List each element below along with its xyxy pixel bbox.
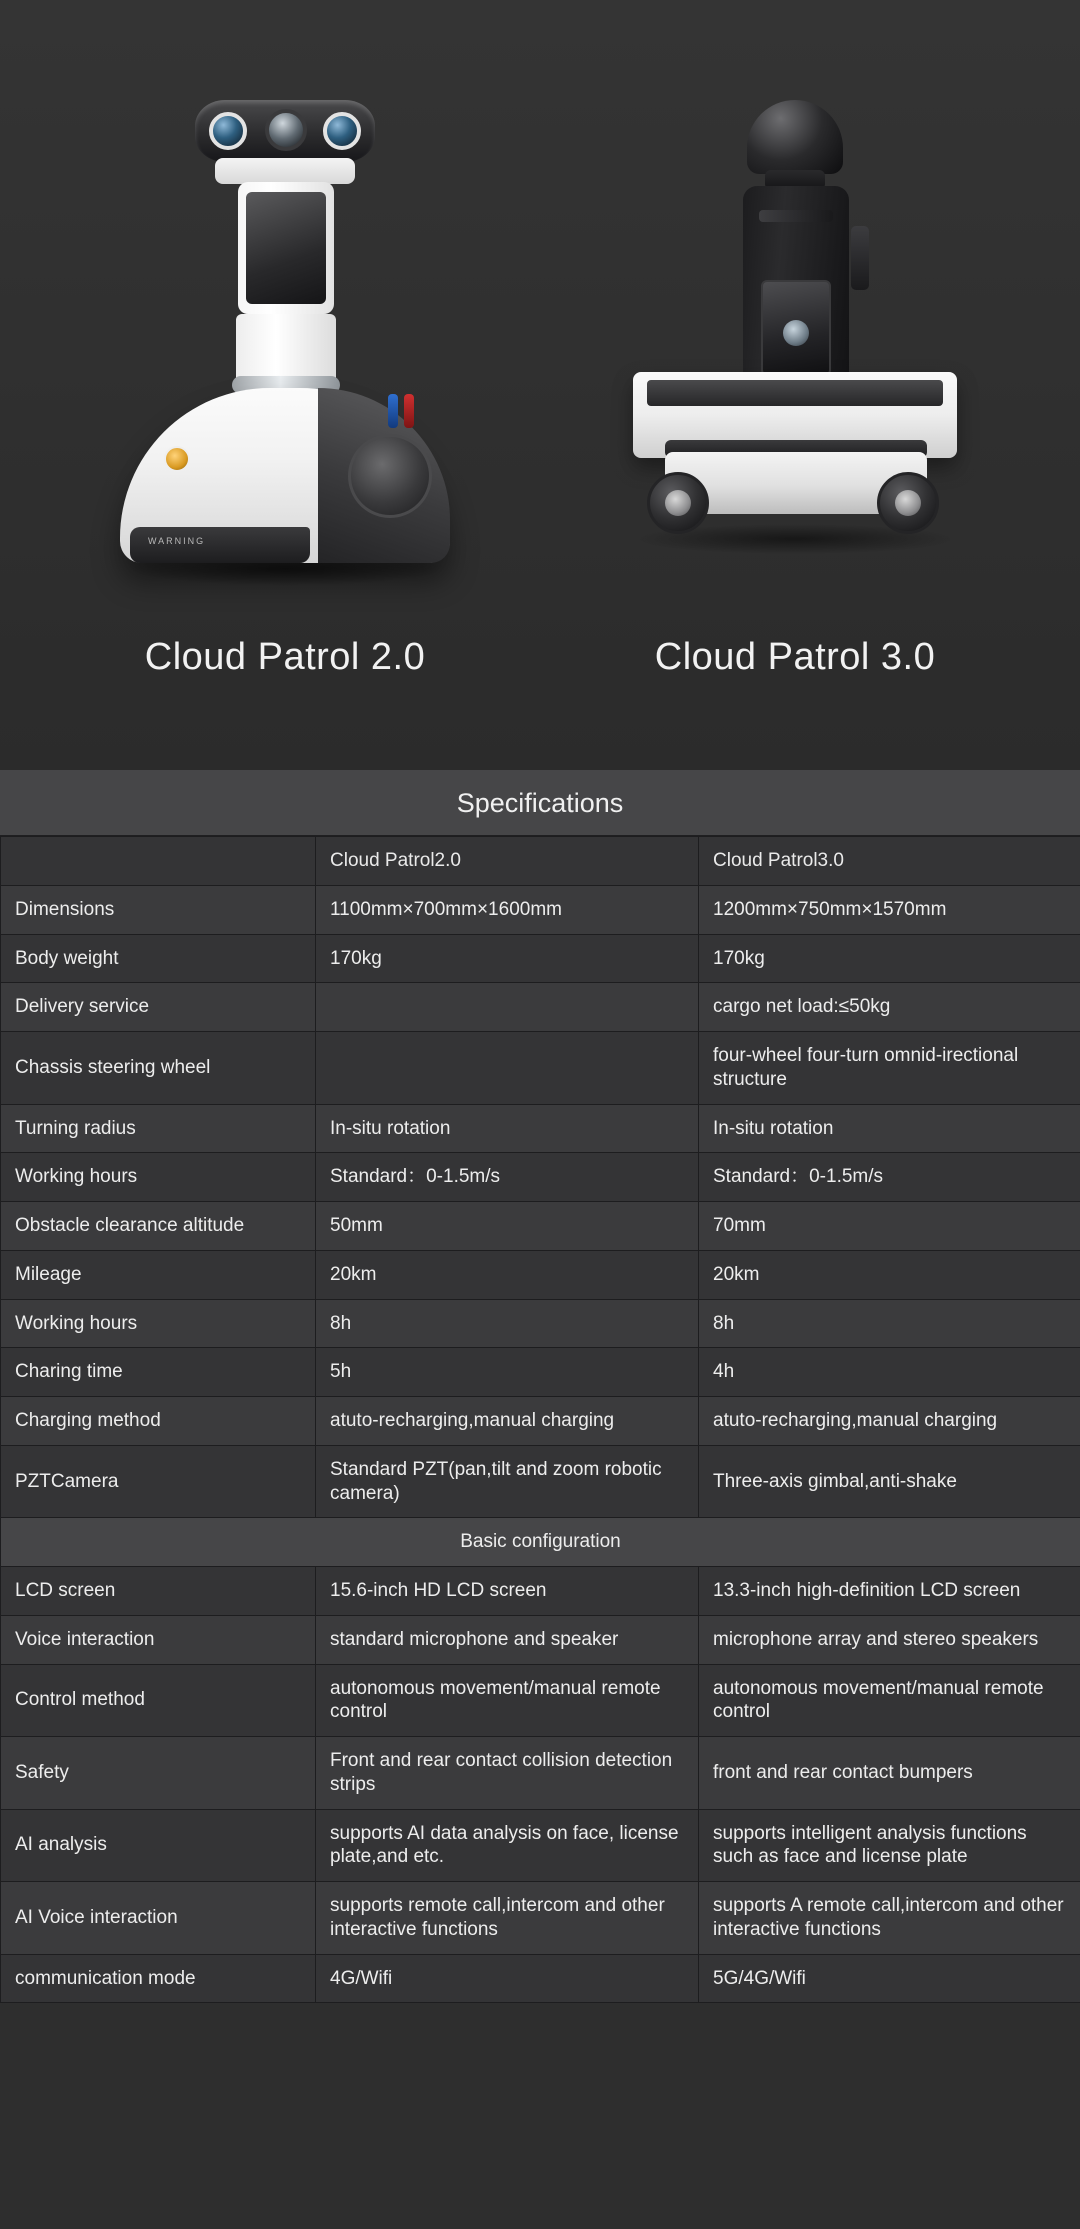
blue-stripe	[388, 394, 398, 428]
row-value-a: 4G/Wifi	[316, 1954, 699, 2003]
row-label: Working hours	[1, 1299, 316, 1348]
table-row	[1, 983, 1080, 1032]
row-label: AI Voice interaction	[1, 1882, 316, 1955]
row-value-b: 5G/4G/Wifi	[699, 1954, 1080, 2003]
row-value-b: 13.3-inch high-definition LCD screen	[699, 1567, 1080, 1616]
table-row	[1, 1032, 1080, 1105]
row-value-a: supports AI data analysis on face, license plate,and etc.	[316, 1809, 699, 1882]
cargo-inner	[647, 380, 943, 406]
row-value-a: autonomous movement/manual remote control	[316, 1664, 699, 1737]
row-label: Mileage	[1, 1250, 316, 1299]
hero-section	[0, 0, 1080, 770]
camera-lens-icon	[265, 109, 307, 151]
row-value-b: Three-axis gimbal,anti-shake	[699, 1445, 1080, 1518]
column-header-blank	[1, 837, 316, 886]
row-label: Working hours	[1, 1153, 316, 1202]
product-gallery	[0, 0, 1080, 679]
table-row	[1, 885, 1080, 934]
row-value-a: 20km	[316, 1250, 699, 1299]
row-label: Safety	[1, 1737, 316, 1810]
row-value-a: In-situ rotation	[316, 1104, 699, 1153]
row-value-b: 170kg	[699, 934, 1080, 983]
product-image-cloud-patrol-2	[85, 70, 485, 630]
product-card-cloud-patrol-3	[595, 70, 995, 679]
column-header-a: Cloud Patrol2.0	[316, 837, 699, 886]
row-value-b: supports intelligent analysis functions such as face and license plate	[699, 1809, 1080, 1882]
table-row	[1, 1445, 1080, 1518]
row-value-a	[316, 983, 699, 1032]
basic-configuration-title-row	[1, 1518, 1080, 1567]
table-row	[1, 1348, 1080, 1397]
product-image-cloud-patrol-3	[595, 70, 995, 630]
table-row	[1, 1153, 1080, 1202]
row-label: Charing time	[1, 1348, 316, 1397]
row-value-a: Standard PZT(pan,tilt and zoom robotic camera)	[316, 1445, 699, 1518]
row-value-b: 8h	[699, 1299, 1080, 1348]
specifications-section	[0, 770, 1080, 2027]
specifications-table	[0, 836, 1080, 2003]
row-value-b: atuto-recharging,manual charging	[699, 1397, 1080, 1446]
row-value-a: 8h	[316, 1299, 699, 1348]
row-label: Obstacle clearance altitude	[1, 1202, 316, 1251]
product-title: Cloud Patrol 2.0	[144, 636, 426, 678]
row-label: Turning radius	[1, 1104, 316, 1153]
row-label: Body weight	[1, 934, 316, 983]
sensor-slot	[759, 210, 833, 222]
table-row	[1, 1737, 1080, 1810]
wheel	[647, 472, 709, 534]
row-value-a: standard microphone and speaker	[316, 1615, 699, 1664]
table-row	[1, 1104, 1080, 1153]
row-value-a: 170kg	[316, 934, 699, 983]
wheel	[877, 472, 939, 534]
lcd-screen	[246, 192, 326, 304]
brand-badge-icon	[164, 446, 190, 472]
row-label: AI analysis	[1, 1809, 316, 1882]
row-value-b: microphone array and stereo speakers	[699, 1615, 1080, 1664]
row-value-a: Standard：0-1.5m/s	[316, 1153, 699, 1202]
front-bumper	[130, 527, 310, 563]
row-value-b: front and rear contact bumpers	[699, 1737, 1080, 1810]
row-value-a	[316, 1032, 699, 1105]
screen-logo-icon	[783, 320, 809, 346]
row-label: Delivery service	[1, 983, 316, 1032]
row-value-b: four-wheel four-turn omnid-irectional structure	[699, 1032, 1080, 1105]
wheel-hub	[665, 490, 691, 516]
camera-lens-icon	[209, 112, 247, 150]
row-label: Control method	[1, 1664, 316, 1737]
camera-head	[195, 100, 375, 162]
lcd-screen	[761, 280, 831, 376]
table-row	[1, 1397, 1080, 1446]
product-card-cloud-patrol-2	[85, 70, 485, 679]
row-value-a: supports remote call,intercom and other interactive functions	[316, 1882, 699, 1955]
side-vent	[851, 226, 869, 290]
table-header-row	[1, 837, 1080, 886]
row-value-b: supports A remote call,intercom and other interactive functions	[699, 1882, 1080, 1955]
robot-body	[120, 388, 450, 563]
neck-cap	[215, 158, 355, 184]
row-value-a: 5h	[316, 1348, 699, 1397]
product-title: Cloud Patrol 3.0	[654, 636, 936, 678]
gimbal-dome	[747, 100, 843, 174]
row-value-a: 50mm	[316, 1202, 699, 1251]
table-row	[1, 1250, 1080, 1299]
row-value-b: autonomous movement/manual remote control	[699, 1664, 1080, 1737]
basic-configuration-title: Basic configuration	[1, 1518, 1080, 1567]
row-value-a: 15.6-inch HD LCD screen	[316, 1567, 699, 1616]
drive-wheel	[348, 434, 432, 518]
row-label: Dimensions	[1, 885, 316, 934]
table-row	[1, 1809, 1080, 1882]
row-value-a: Front and rear contact collision detection strips	[316, 1737, 699, 1810]
bumper-warning-text: WARNING	[148, 536, 206, 546]
body-dark-panel	[318, 388, 450, 563]
row-value-b: In-situ rotation	[699, 1104, 1080, 1153]
row-value-b: 4h	[699, 1348, 1080, 1397]
robot-illustration-3	[625, 100, 965, 620]
table-row	[1, 1615, 1080, 1664]
specifications-title: Specifications	[0, 770, 1080, 836]
row-label: Charging method	[1, 1397, 316, 1446]
table-row	[1, 1882, 1080, 1955]
table-row	[1, 934, 1080, 983]
table-row	[1, 1299, 1080, 1348]
row-label: Voice interaction	[1, 1615, 316, 1664]
row-label: PZTCamera	[1, 1445, 316, 1518]
wheel-hub	[895, 490, 921, 516]
row-value-a: 1100mm×700mm×1600mm	[316, 885, 699, 934]
table-row	[1, 1202, 1080, 1251]
table-row	[1, 1664, 1080, 1737]
row-label: LCD screen	[1, 1567, 316, 1616]
robot-illustration-2	[120, 100, 450, 620]
row-label: communication mode	[1, 1954, 316, 2003]
column-header-b: Cloud Patrol3.0	[699, 837, 1080, 886]
table-row	[1, 1567, 1080, 1616]
row-value-b: Standard：0-1.5m/s	[699, 1153, 1080, 1202]
red-stripe	[404, 394, 414, 428]
row-value-b: cargo net load:≤50kg	[699, 983, 1080, 1032]
camera-lens-icon	[323, 112, 361, 150]
row-value-b: 1200mm×750mm×1570mm	[699, 885, 1080, 934]
table-row	[1, 1954, 1080, 2003]
row-value-a: atuto-recharging,manual charging	[316, 1397, 699, 1446]
row-value-b: 70mm	[699, 1202, 1080, 1251]
row-label: Chassis steering wheel	[1, 1032, 316, 1105]
row-value-b: 20km	[699, 1250, 1080, 1299]
